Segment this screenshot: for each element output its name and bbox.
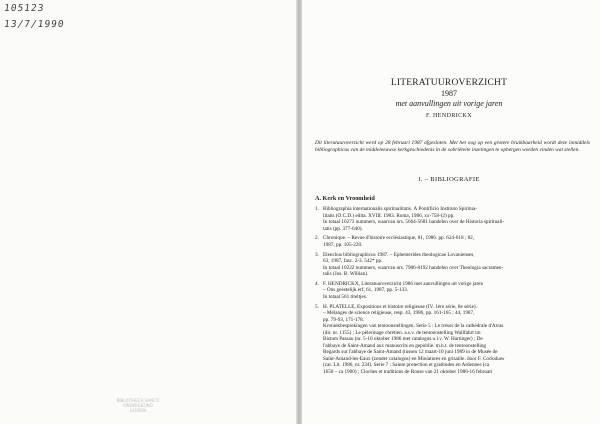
- entry-line: l'abbaye de Saint-Amand aux manuscrits en gepublie. m.b.t. de tentoonstelling: [323, 342, 487, 349]
- entry-line: Saint-Amand-les-Eaux (zonder catalogus) en Miniatures en grisaille. door F. Cockshaw: [323, 355, 505, 362]
- entry-text: Bibliographia internationalis spiritualitatis. À Pontificio Instituto Spiritua-: [323, 206, 478, 212]
- section-heading: I. – BIBLIOGRAFIE: [418, 176, 480, 183]
- entry-number: 2.: [315, 235, 319, 242]
- stamp-line: ONDERGEOND: [123, 403, 153, 408]
- entry-number: 4.: [315, 280, 319, 287]
- entry-line: 1650 – ca 1900) ; Cloches et traditions de Ronse van 21 oktober 1986-16 februari: [323, 368, 493, 375]
- subsection-heading: A. Kerk en Vroomheid: [315, 195, 375, 202]
- bibliography-entry: [315, 304, 590, 376]
- bibliography-entry: [315, 252, 590, 278]
- article-title: LITERATUUROVERZICHT: [390, 78, 508, 88]
- entry-number: 1.: [315, 206, 319, 212]
- article-year: 1987: [441, 89, 457, 98]
- entry-line: tatis (pp. 377-640).: [323, 225, 363, 232]
- entry-text: H. PLATELLE, Expositions et histoire religieuse (IV. 1ère série, 8e série).: [323, 303, 477, 310]
- entry-line: pp. 79-93, 171-178.: [323, 316, 365, 323]
- left-page: [0, 0, 296, 424]
- entry-line: talis (Jos. B. Willian).: [323, 271, 369, 278]
- entry-line: In totaal 10222 nummers, waarvan nrs. 7906-8192 handelen over Theologia sacramen-: [323, 264, 504, 271]
- entry-line: 1987, pp. 105-220.: [323, 241, 363, 248]
- entry-text: Elenchus bibliographicus 1987. – Ephemerides theologicae Lovanienses,: [323, 251, 475, 258]
- handwritten-inventory-number: 105123: [3, 3, 46, 14]
- article-subtitle: met aanvullingen uit vorige jaren: [395, 99, 503, 108]
- entry-line: litatis (O.C.D.) edita. XVIII. 1983. Roma, 1986, xx-758-(2) pp.: [323, 212, 455, 219]
- library-stamp: [103, 398, 173, 413]
- entry-line: (dir. nr. 1155) ; Le pèlerinage chrétien. a.s.v. de tentoonstelling Wallfahrt im: [323, 329, 481, 336]
- intro-paragraph: Dit literatuuroverzicht werd op 28 februari 1987 afgesloten. Met het oog op een grotere bruikbaarheid wordt deze inmiddels bibliographicus van de middeleeuwse kerkgeschiedenis in de sobriëteite inzetingen te opbergen worden vinden wat stellen.: [315, 140, 590, 154]
- stamp-line: BIBLIOTHECA SANCTI: [116, 398, 160, 403]
- entry-line: – Ons geestelijk erf, 61, 1987, pp. 5-133.: [323, 287, 409, 294]
- entry-line: 63, 1987, fasc. 2-3. 542* pp.: [323, 258, 383, 265]
- bibliography-entry: [315, 235, 590, 248]
- article-author: F. HENDRICKX: [426, 113, 472, 119]
- entry-text: F. HENDRICKX, Literatuuroverzicht 1986 met aanvullingen uit vorige jaren: [323, 280, 484, 287]
- entry-line: Bistum Passau (nr. 5-10 oktober 1986 met catalogus o.l.v. W. Hartinger) ; De: [323, 336, 483, 343]
- stamp-line: LEUVEN: [130, 408, 146, 413]
- entry-line: Kroniekbesprekingen van tentoonstellingen. Serie 5 : Le trésor de la cathédrale d'Arras: [323, 323, 504, 330]
- entry-number: 3.: [315, 251, 319, 258]
- entry-line: In totaal 561 titeltjes.: [323, 293, 368, 300]
- handwritten-date: 13/7/1990: [3, 19, 66, 30]
- entry-line: In totaal 10273 nummers, waarvan nrs. 5664-5681 handelen over de Historia spirituali-: [323, 219, 505, 225]
- entry-text: Chronique. – Revue d'histoire ecclésiastique, 81, 1986. pp. 624-618 ; 82,: [323, 235, 475, 242]
- bibliography-entry: [315, 281, 590, 301]
- entry-number: 5.: [315, 303, 319, 310]
- entry-line: (cat. Lit. 1986, nr. 234). Serie 7 : Sainte protection et gratitudes en Ardennes (ca: [323, 362, 490, 369]
- bibliography-entry: [315, 206, 590, 232]
- bibliography-list: [315, 206, 590, 378]
- entry-line: Regards sur l'abbaye de Saint-Amand (tussen 12 maart-10 juni 1989 in de Musée de: [323, 349, 498, 356]
- entry-line: – Mélanges de science religieuse, resp. 43, 1986, pp. 161-165 ; 44, 1987,: [323, 310, 475, 317]
